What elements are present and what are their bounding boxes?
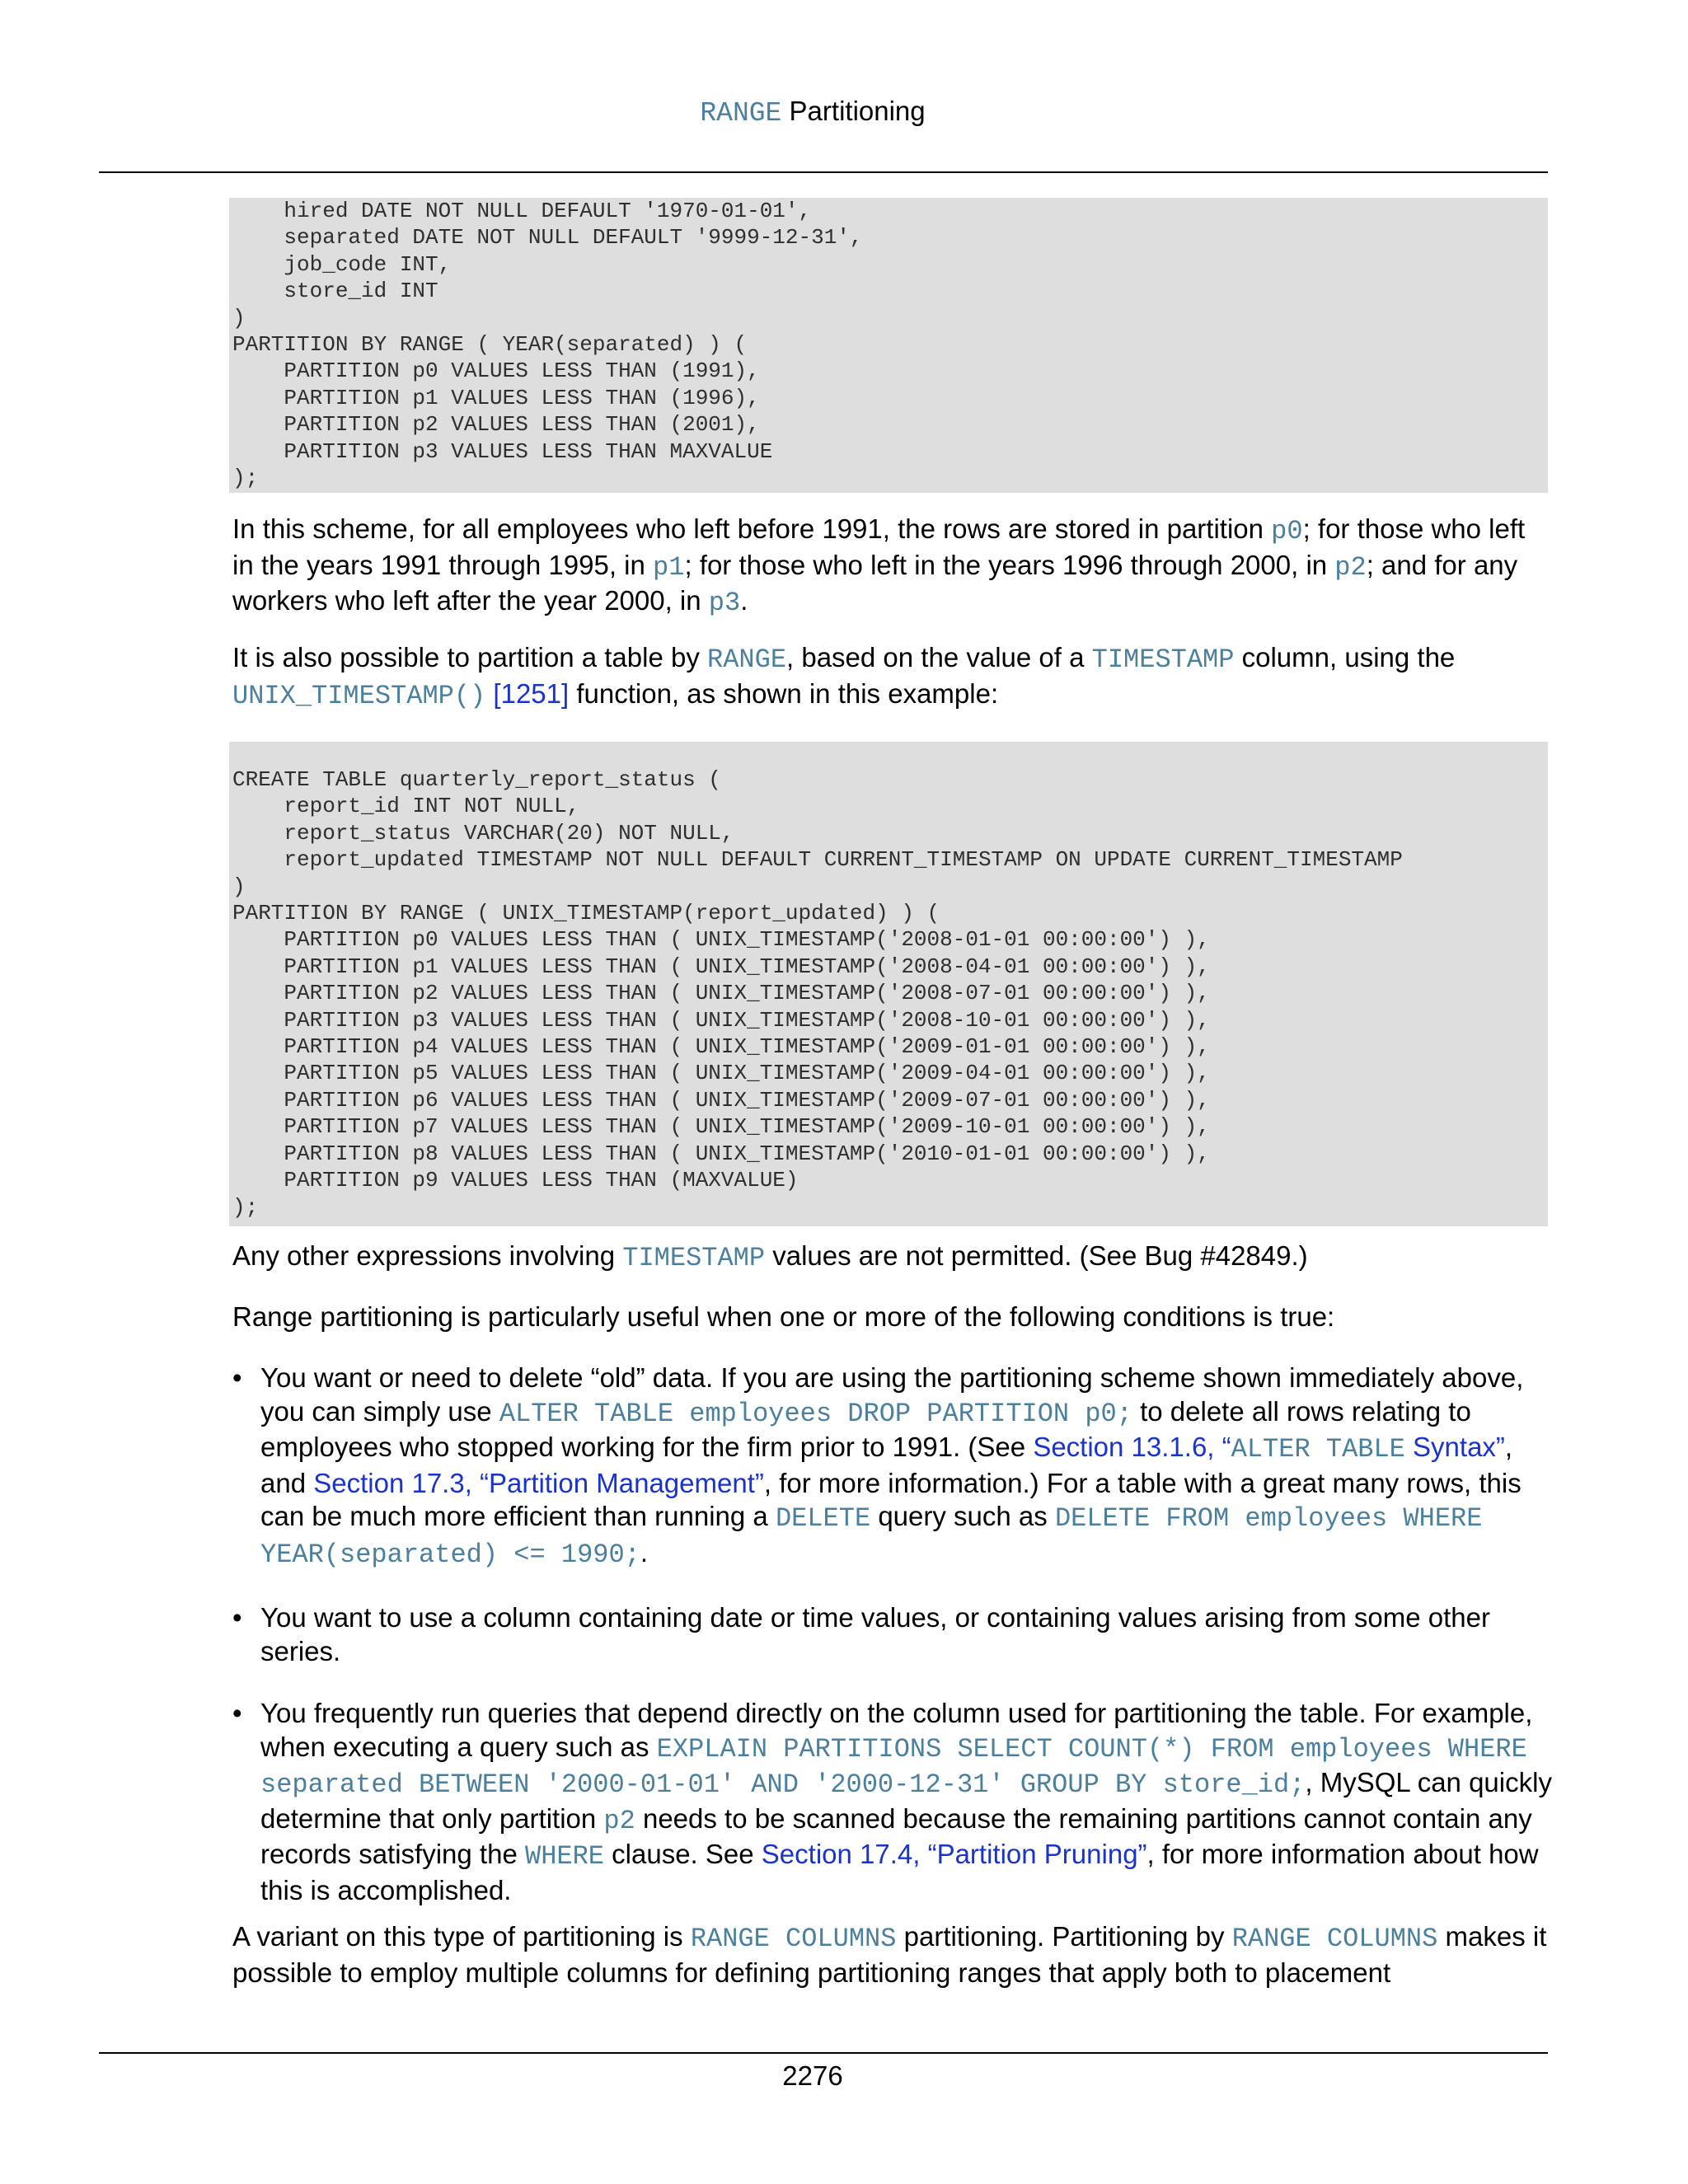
code-line: PARTITION p5 VALUES LESS THAN ( UNIX_TIMESTAMP('2009-04-01 00:00:00') ), — [284, 1061, 1210, 1086]
code-range-columns: RANGE COLUMNS — [1231, 1924, 1438, 1954]
code-line: ); — [232, 466, 259, 491]
text: partitioning. Partitioning by — [896, 1921, 1232, 1952]
code-line: PARTITION BY RANGE ( YEAR(separated) ) ( — [232, 332, 748, 358]
page-number: 2276 — [782, 2060, 843, 2091]
text: to delete all rows relating to employees who stopped working for the firm prior to 1991. (See — [260, 1395, 1471, 1462]
code-line: CREATE TABLE quarterly_report_status ( — [232, 767, 721, 792]
code-line: PARTITION BY RANGE ( UNIX_TIMESTAMP(report_updated) ) ( — [232, 901, 940, 926]
code-line: report_id INT NOT NULL, — [284, 794, 580, 819]
text: It is also possible to partition a table by — [232, 642, 707, 673]
code-p0: p0 — [1271, 516, 1303, 546]
text: , for more information.) For a table with a great many rows, this can be much more efficient than running a — [260, 1467, 1522, 1531]
link-text: Syntax” — [1404, 1432, 1505, 1462]
code-p2: p2 — [603, 1805, 635, 1836]
text: A variant on this type of partitioning is — [232, 1921, 691, 1952]
text: ; for those who left in the years 1996 through 2000, in — [684, 549, 1335, 580]
text: column, using the — [1234, 642, 1456, 673]
ref-link-1251[interactable]: [1251] — [485, 677, 570, 709]
link-alter-table-syntax[interactable] — [1033, 1432, 1505, 1465]
code-line: ) — [232, 874, 246, 899]
code-line: report_status VARCHAR(20) NOT NULL, — [284, 820, 734, 846]
code-alter-table-drop: ALTER TABLE employees DROP PARTITION p0; — [499, 1398, 1132, 1429]
text: query such as — [870, 1501, 1055, 1531]
code-line: PARTITION p6 VALUES LESS THAN ( UNIX_TIMESTAMP('2009-07-01 00:00:00') ), — [284, 1087, 1210, 1113]
text: makes it possible to employ multiple columns for defining partitioning ranges that apply both to placement — [232, 1921, 1547, 1988]
text: ; and for any workers who left after the year 2000, in — [232, 549, 1518, 616]
code-line: PARTITION p0 VALUES LESS THAN (1991), — [284, 359, 760, 384]
code-line: ) — [232, 305, 246, 330]
code-line: PARTITION p4 VALUES LESS THAN ( UNIX_TIMESTAMP('2009-01-01 00:00:00') ), — [284, 1034, 1210, 1060]
code-p1: p1 — [653, 551, 685, 583]
code-line: PARTITION p8 VALUES LESS THAN ( UNIX_TIMESTAMP('2010-01-01 00:00:00') ), — [284, 1141, 1210, 1166]
code-delete-from: DELETE FROM employees WHERE YEAR(separated) <= 1990; — [260, 1503, 1483, 1570]
code-where: WHERE — [524, 1841, 604, 1872]
text: clause. See — [604, 1839, 762, 1869]
list-item-text — [260, 1697, 1554, 1907]
code-line: PARTITION p9 VALUES LESS THAN (MAXVALUE) — [284, 1168, 799, 1193]
text: needs to be scanned because the remaining partitions cannot contain any records satisfying the — [260, 1802, 1532, 1869]
link-code: ALTER TABLE — [1231, 1434, 1405, 1465]
code-p3: p3 — [708, 588, 741, 618]
text: . — [740, 585, 748, 616]
text: , based on the value of a — [786, 642, 1092, 673]
code-line: PARTITION p3 VALUES LESS THAN ( UNIX_TIMESTAMP('2008-10-01 00:00:00') ), — [284, 1007, 1210, 1033]
code-line: PARTITION p1 VALUES LESS THAN (1996), — [284, 385, 760, 410]
text: ; for those who left in the years 1991 through 1995, in — [232, 513, 1526, 580]
code-block-employees — [229, 198, 1548, 493]
text: function, as shown in this example: — [569, 677, 999, 709]
paragraph-useful: Range partitioning is particularly useful when one or more of the following conditions is true: — [232, 1301, 1335, 1332]
link-text: Section 13.1.6, “ — [1033, 1432, 1231, 1462]
code-unix-timestamp-link[interactable]: UNIX_TIMESTAMP() — [232, 680, 486, 711]
paragraph-scheme — [232, 513, 1551, 621]
code-range: RANGE — [707, 644, 787, 675]
text: , and — [260, 1432, 1513, 1498]
code-line: job_code INT, — [284, 251, 452, 277]
code-line: PARTITION p2 VALUES LESS THAN (2001), — [284, 412, 760, 438]
code-line: store_id INT — [284, 279, 438, 304]
text: You want or need to delete “old” data. If you are using the partitioning scheme shown immediately above, you can simply use — [260, 1362, 1524, 1427]
bullet-dot: • — [232, 1602, 242, 1633]
code-explain-partitions: EXPLAIN PARTITIONS SELECT COUNT(*) FROM employees WHERE separated BETWEEN '2000-01-01' AND '2000-12-31' GROUP BY store_id; — [260, 1733, 1527, 1800]
header-rule — [99, 171, 1548, 173]
list-item-text — [260, 1361, 1554, 1572]
code-line: PARTITION p7 VALUES LESS THAN ( UNIX_TIMESTAMP('2009-10-01 00:00:00') ), — [284, 1114, 1210, 1140]
code-line: PARTITION p3 VALUES LESS THAN MAXVALUE — [284, 438, 773, 464]
paragraph-variant — [232, 1920, 1551, 1990]
header-code: RANGE — [700, 98, 782, 129]
text: , for more information about how this is accomplished. — [260, 1839, 1539, 1905]
code-line: ); — [232, 1194, 259, 1220]
text: . — [640, 1536, 649, 1568]
code-line: PARTITION p2 VALUES LESS THAN ( UNIX_TIMESTAMP('2008-07-01 00:00:00') ), — [284, 981, 1210, 1006]
code-block-quarterly-report — [229, 742, 1548, 1226]
code-line: separated DATE NOT NULL DEFAULT '9999-12-31', — [284, 225, 863, 251]
text: , MySQL can quickly determine that only partition — [260, 1767, 1552, 1834]
paragraph-other-expressions — [232, 1240, 1551, 1276]
code-line: report_updated TIMESTAMP NOT NULL DEFAULT CURRENT_TIMESTAMP ON UPDATE CURRENT_TIMESTAMP — [284, 847, 1403, 873]
code-line: PARTITION p0 VALUES LESS THAN ( UNIX_TIMESTAMP('2008-01-01 00:00:00') ), — [284, 927, 1210, 953]
code-p2: p2 — [1334, 551, 1367, 583]
code-line: PARTITION p1 VALUES LESS THAN ( UNIX_TIMESTAMP('2008-04-01 00:00:00') ), — [284, 954, 1210, 979]
code-line: hired DATE NOT NULL DEFAULT '1970-01-01', — [284, 199, 812, 223]
list-item-text: You want to use a column containing date or time values, or containing values arising from some other series. — [260, 1602, 1490, 1666]
code-timestamp: TIMESTAMP — [1091, 644, 1235, 675]
bullet-dot: • — [232, 1362, 242, 1393]
text: values are not permitted. (See Bug #42849.) — [765, 1240, 1308, 1271]
footer-rule — [99, 2052, 1548, 2054]
code-range-columns: RANGE COLUMNS — [690, 1924, 897, 1954]
text: You frequently run queries that depend directly on the column used for partitioning the table. For example, when executing a query such as — [260, 1698, 1533, 1762]
code-delete: DELETE — [775, 1503, 871, 1534]
header-text: Partitioning — [781, 96, 926, 126]
link-partition-pruning[interactable]: Section 17.4, “Partition Pruning” — [761, 1839, 1147, 1869]
bullet-dot: • — [232, 1698, 242, 1728]
paragraph-timestamp — [232, 641, 1551, 713]
code-timestamp: TIMESTAMP — [622, 1243, 766, 1273]
text: Any other expressions involving — [232, 1240, 623, 1271]
text: In this scheme, for all employees who left before 1991, the rows are stored in partition — [232, 513, 1272, 544]
link-partition-management[interactable]: Section 17.3, “Partition Management” — [313, 1467, 764, 1498]
page-header — [0, 96, 1625, 129]
